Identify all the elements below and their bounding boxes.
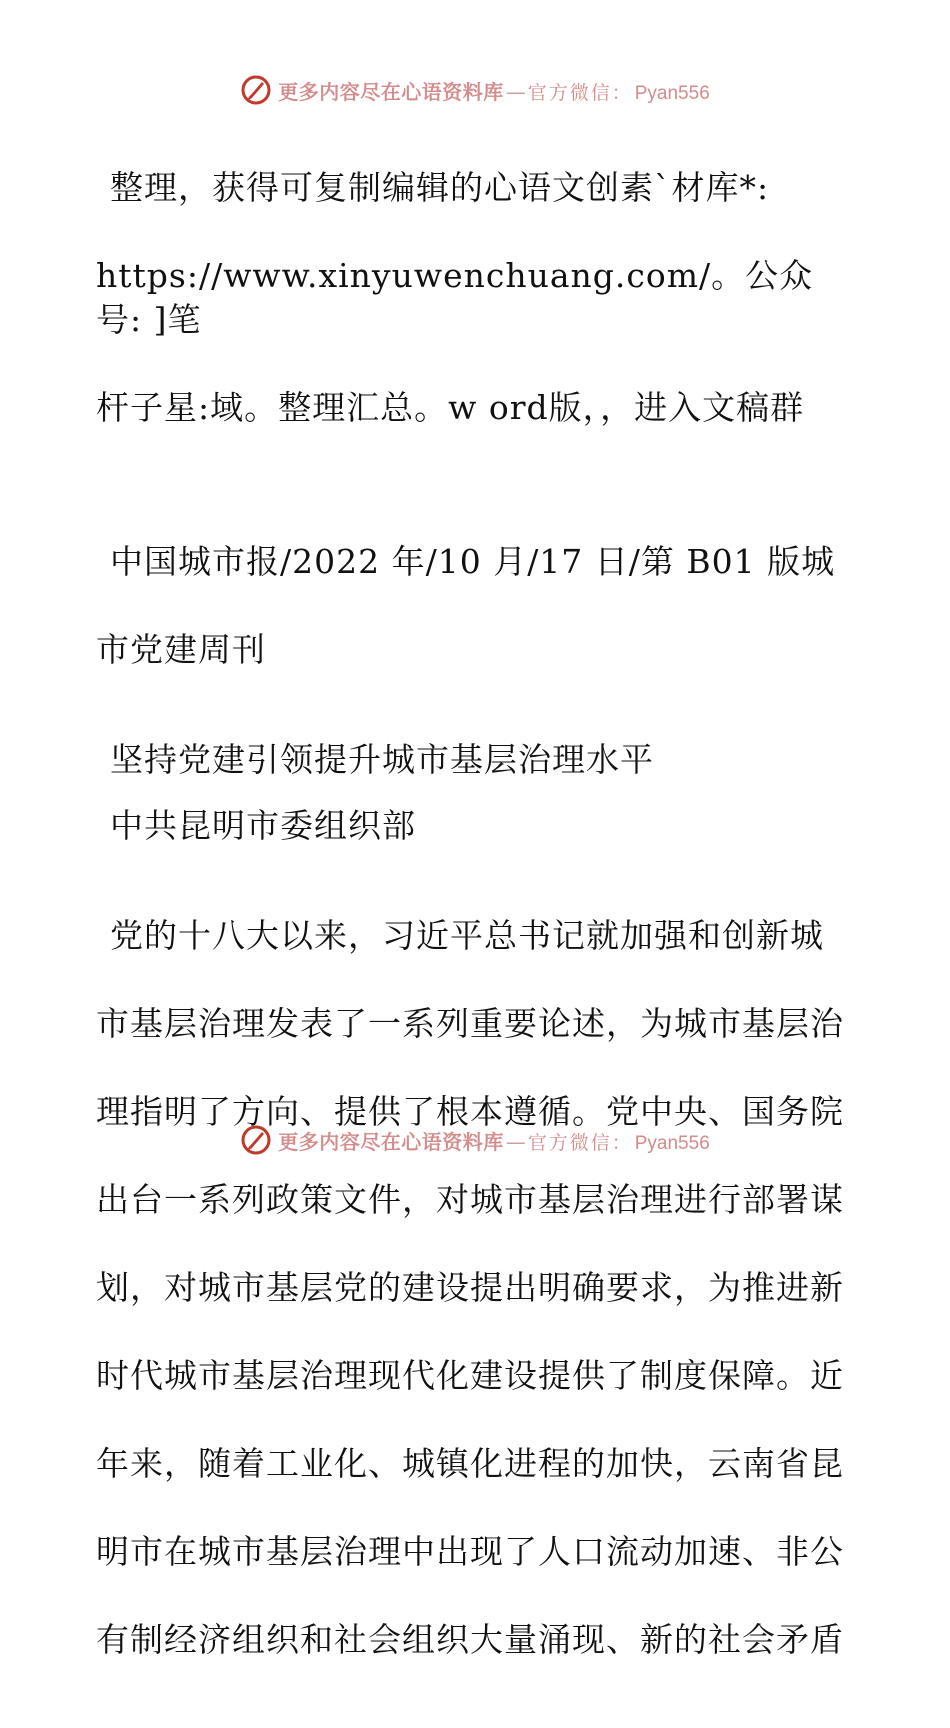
source-line: 市党建周刊 <box>96 630 266 669</box>
body-line: 时代城市基层治理现代化建设提供了制度保障。近 <box>96 1356 844 1395</box>
intro-line: 整理，获得可复制编辑的心语文创素`材库*: <box>110 168 770 207</box>
quill-logo-icon <box>240 1124 272 1156</box>
intro-line: 杆子星:域。整理汇总。w ord版，，进入文稿群 <box>96 388 805 427</box>
banner-main-text: 更多内容尽在心语资料库 <box>278 1129 504 1154</box>
body-line: 市基层治理发表了一系列重要论述，为城市基层治 <box>96 1004 844 1043</box>
body-line: 出台一系列政策文件，对城市基层治理进行部署谋 <box>96 1180 844 1219</box>
article-title: 坚持党建引领提升城市基层治理水平 <box>110 740 654 779</box>
header-watermark-banner <box>0 70 950 110</box>
quill-logo-icon <box>240 74 272 106</box>
intro-url-line: https://www.xinyuwenchuang.com/。公众号: ]笔 <box>96 256 814 339</box>
article-body <box>96 870 856 1706</box>
article-author: 中共昆明市委组织部 <box>110 806 416 845</box>
banner-dash: — <box>505 79 526 104</box>
banner-wechat-label: 官方微信： <box>527 81 633 104</box>
body-line: 有制经济组织和社会组织大量涌现、新的社会矛盾 <box>96 1620 844 1659</box>
body-line: 年来，随着工业化、城镇化进程的加快，云南省昆 <box>96 1444 844 1483</box>
banner-dash: — <box>505 1129 526 1154</box>
body-line: 划，对城市基层党的建设提出明确要求，为推进新 <box>96 1268 844 1307</box>
intro-paragraph <box>96 122 856 474</box>
body-line: 明市在城市基层治理中出现了人口流动加速、非公 <box>96 1532 844 1571</box>
banner-wechat-id: Pyan556 <box>634 82 710 104</box>
footer-watermark-banner <box>0 1120 950 1160</box>
body-line: 理指明了方向、提供了根本遵循。党中央、国务院 <box>96 1092 844 1131</box>
source-line: 中国城市报/2022 年/10 月/17 日/第 B01 版城 <box>110 542 836 581</box>
banner-wechat-id: Pyan556 <box>634 1132 710 1154</box>
banner-wechat-label: 官方微信： <box>527 1131 633 1154</box>
body-line: 党的十八大以来，习近平总书记就加强和创新城 <box>110 916 824 955</box>
source-citation <box>96 496 856 716</box>
document-content <box>96 122 856 1728</box>
banner-main-text: 更多内容尽在心语资料库 <box>278 79 504 104</box>
